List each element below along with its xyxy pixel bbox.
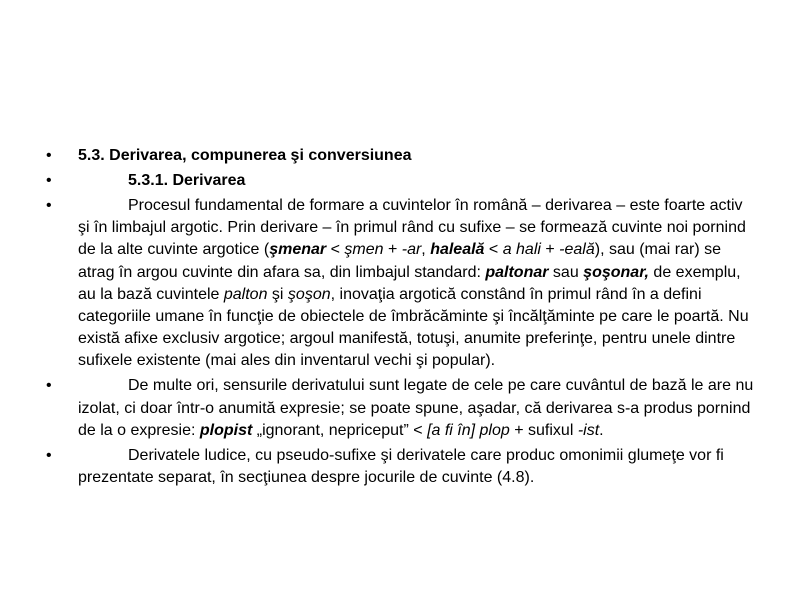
paragraph-text: de exemplu, au la bază cuvintele bbox=[78, 263, 741, 303]
paragraph-text: Derivatele ludice, cu pseudo-sufixe şi derivatele care produc omonimii glumeţe vor fi prezentate separat, în secţiunea despre jocurile de cuvinte (4.8). bbox=[78, 446, 724, 487]
bullet: • bbox=[46, 172, 52, 189]
paragraph-text: . bbox=[599, 421, 604, 439]
example-word: plopist bbox=[199, 421, 253, 439]
paragraph-text: + bbox=[540, 241, 560, 259]
paragraph-text: sau bbox=[548, 263, 584, 281]
example-suffix: -ar bbox=[401, 241, 422, 259]
paragraph-text: şi bbox=[267, 285, 288, 303]
paragraph-text: „ignorant, nepriceput” < bbox=[252, 421, 428, 439]
paragraph-text: , bbox=[421, 241, 431, 259]
subsection-heading: 5.3.1. Derivarea bbox=[128, 172, 246, 189]
example-word: a hali bbox=[502, 241, 541, 259]
paragraph-text: < bbox=[326, 241, 345, 259]
example-word: şoşonar, bbox=[583, 263, 649, 281]
bullet: • bbox=[46, 147, 52, 164]
paragraph-text: + sufixul bbox=[509, 421, 578, 439]
paragraph-text: , inovaţia argotică constând în primul rând în a defini categoriile umane în funcţie de obiectele de îmbrăcăminte şi încălţăminte pe care le poartă. Nu există afixe exclusiv argotice; argoul manifestă, totuşi, anumite preferinţe, pentru unele dintre sufixele existente (mai ales din inventarul vechi şi popular). bbox=[78, 285, 749, 370]
paragraph-text: De multe ori, sensurile derivatului sunt legate de cele pe care cuvântul de bază le are nu izolat, ci doar într-o anumită expresie; se poate spune, aşadar, că derivarea s-a produs pornind de la o expresie: bbox=[78, 377, 754, 439]
example-suffix: -eală bbox=[559, 241, 595, 259]
bullet: • bbox=[46, 446, 52, 464]
paragraph-text: Procesul fundamental de formare a cuvintelor în română – derivarea – este foarte activ şi în limbajul argotic. Prin derivare – în primul rând cu sufixe – se formează cuvinte noi pornind de la alte cuvinte argotice ( bbox=[78, 197, 746, 259]
paragraph-text: < bbox=[484, 241, 503, 259]
bullet: • bbox=[46, 197, 52, 214]
list-item bbox=[46, 445, 756, 489]
example-word: şmenar bbox=[269, 241, 327, 259]
example-word: paltonar bbox=[485, 263, 549, 281]
bullet: • bbox=[46, 377, 52, 395]
example-word: haleală bbox=[430, 241, 485, 259]
example-word: şmen bbox=[344, 241, 384, 259]
example-suffix: -ist bbox=[577, 421, 600, 439]
example-expression: [a fi în] plop bbox=[427, 421, 510, 439]
list-item bbox=[46, 145, 756, 167]
section-heading: 5.3. Derivarea, compunerea şi conversiunea bbox=[78, 147, 412, 164]
list-item bbox=[46, 375, 756, 442]
example-word: şoşon bbox=[287, 285, 331, 303]
paragraph-text: ), sau (mai rar) se atrag în argou cuvinte din afara sa, din limbajul standard: bbox=[78, 241, 721, 281]
list-item bbox=[46, 195, 756, 373]
list-item bbox=[46, 170, 756, 192]
example-word: palton bbox=[223, 285, 268, 303]
slide-body bbox=[46, 145, 756, 492]
paragraph-text: + bbox=[383, 241, 402, 259]
